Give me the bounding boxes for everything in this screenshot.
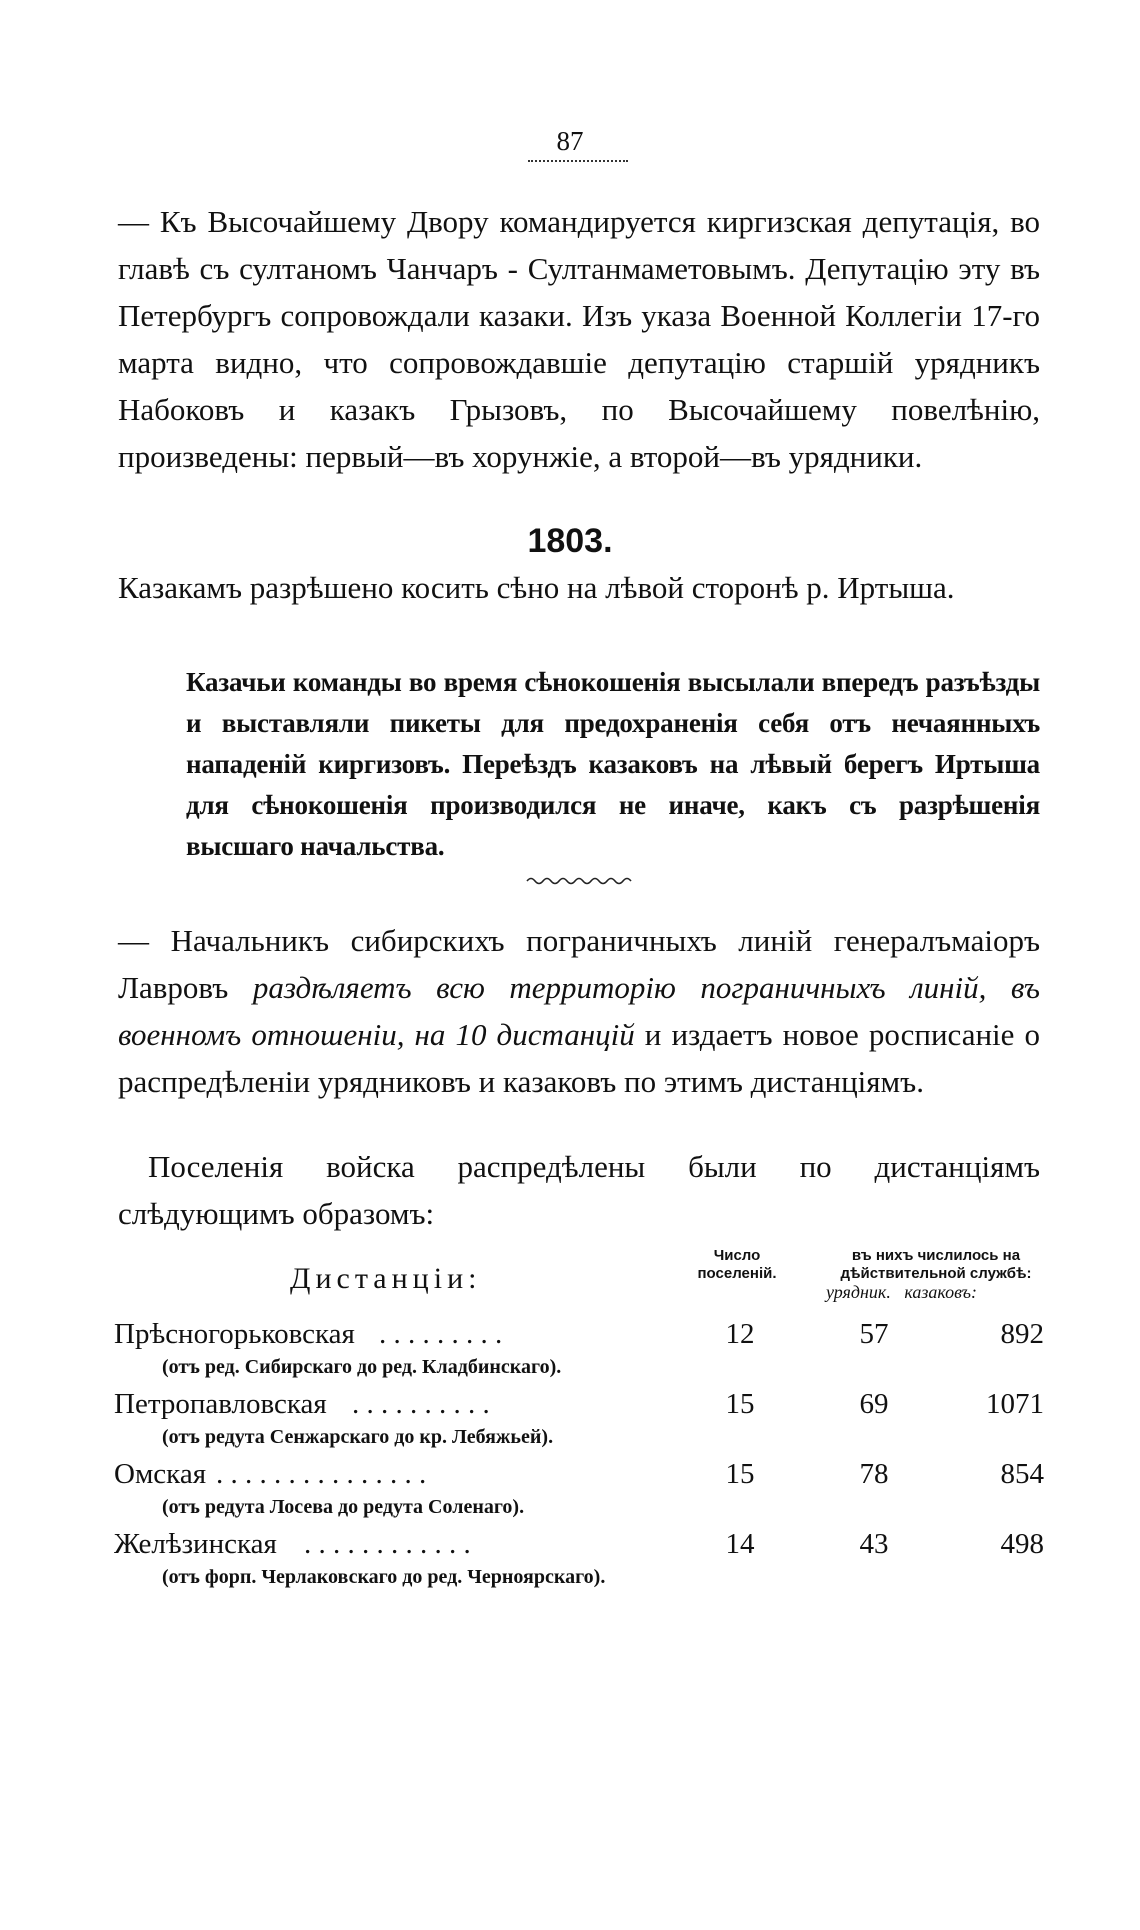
- row-kazak: 854: [1000, 1458, 1044, 1490]
- row-uryad: 78: [859, 1458, 889, 1490]
- table-subheader-kazak: казаковъ:: [904, 1282, 977, 1302]
- row-leader-dots: . . . . . . . . .: [379, 1318, 503, 1350]
- table-subheader: [826, 1282, 1056, 1303]
- paragraph-lavrov-start: — Начальникъ сибирскихъ пограничныхъ линій генералъмаіоръ Лавровъ: [118, 923, 1040, 1005]
- row-settlements: 15: [725, 1388, 755, 1420]
- row-settlements: 15: [725, 1458, 755, 1490]
- row-subtitle: (отъ ред. Сибирскаго до ред. Кладбинскаго).: [162, 1356, 562, 1378]
- page-number-rule: [528, 160, 628, 162]
- table-header-distances: Дистанціи:: [290, 1262, 482, 1295]
- row-name: Петропавловская: [114, 1388, 327, 1420]
- row-name: Прѣсногорьковская: [114, 1318, 355, 1350]
- row-name: Желѣзинская: [114, 1528, 277, 1560]
- row-leader-dots: . . . . . . . . . . . . . . .: [216, 1458, 427, 1490]
- row-leader-dots: . . . . . . . . . . . .: [304, 1528, 471, 1560]
- paragraph-lavrov: [118, 917, 1040, 1105]
- paragraph-settlements: Поселенія войска распредѣлены были по дистанціямъ слѣдующимъ образомъ:: [118, 1149, 1040, 1231]
- row-kazak: 498: [1000, 1528, 1044, 1560]
- table-subheader-uryad: урядник.: [826, 1282, 891, 1302]
- row-subtitle: (отъ редута Сенжарскаго до кр. Лебяжьей).: [162, 1426, 554, 1448]
- table-header-service: въ нихъ числилось на дѣйствительной службѣ:: [840, 1247, 1032, 1282]
- footnote-hay: Казачьи команды во время сѣнокошенія высылали впередъ разъѣзды и выставляли пикеты для предохраненія себя отъ нечаянныхъ нападеній киргизовъ. Переѣздъ казаковъ на лѣвый берегъ Иртыша для сѣнокошенія производился не иначе, какъ съ разрѣшенія высшаго начальства.: [186, 667, 1040, 861]
- ornament-divider: [525, 874, 633, 888]
- row-settlements: 14: [725, 1528, 755, 1560]
- table-row: [114, 1388, 1044, 1448]
- table-row: [114, 1528, 1044, 1588]
- paragraph-lavrov-italic: раздѣляетъ всю территорію пограничныхъ линій, въ военномъ отношеніи, на 10 дистанцій: [118, 970, 1040, 1052]
- row-subtitle: (отъ редута Лосева до редута Соленаго).: [162, 1496, 525, 1518]
- table-header-settlements: Число поселеній.: [697, 1247, 777, 1282]
- row-uryad: 43: [859, 1528, 889, 1560]
- table-row: [114, 1318, 1044, 1378]
- row-uryad: 57: [859, 1318, 889, 1350]
- paragraph-lavrov-end: и издаетъ новое росписаніе о распредѣленіи урядниковъ и казаковъ по этимъ дистанціямъ.: [118, 1017, 1040, 1099]
- row-kazak: 892: [1000, 1318, 1044, 1350]
- row-name: Омская: [114, 1458, 207, 1490]
- row-settlements: 12: [725, 1318, 755, 1350]
- row-subtitle: (отъ форп. Черлаковскаго до ред. Черноярскаго).: [162, 1566, 606, 1588]
- row-kazak: 1071: [986, 1388, 1044, 1420]
- paragraph-deputation: — Къ Высочайшему Двору командируется киргизская депутація, во главѣ съ султаномъ Чанчаръ - Султанмаметовымъ. Депутацію эту въ Петербургъ сопровождали казаки. Изъ указа Военной Коллегіи 17-го марта видно, что сопровождавшіе депутацію старшій урядникъ Набоковъ и казакъ Грызовъ, по Высочайшему повелѣнію, произведены: первый—въ хорунжіе, а второй—въ урядники.: [118, 204, 1040, 474]
- row-uryad: 69: [859, 1388, 889, 1420]
- row-leader-dots: . . . . . . . . . .: [352, 1388, 490, 1420]
- year-heading: 1803.: [527, 522, 613, 560]
- table-row: [114, 1458, 1044, 1518]
- page-number: 87: [556, 126, 584, 156]
- paragraph-hay: Казакамъ разрѣшено косить сѣно на лѣвой сторонѣ р. Иртыша.: [118, 570, 955, 605]
